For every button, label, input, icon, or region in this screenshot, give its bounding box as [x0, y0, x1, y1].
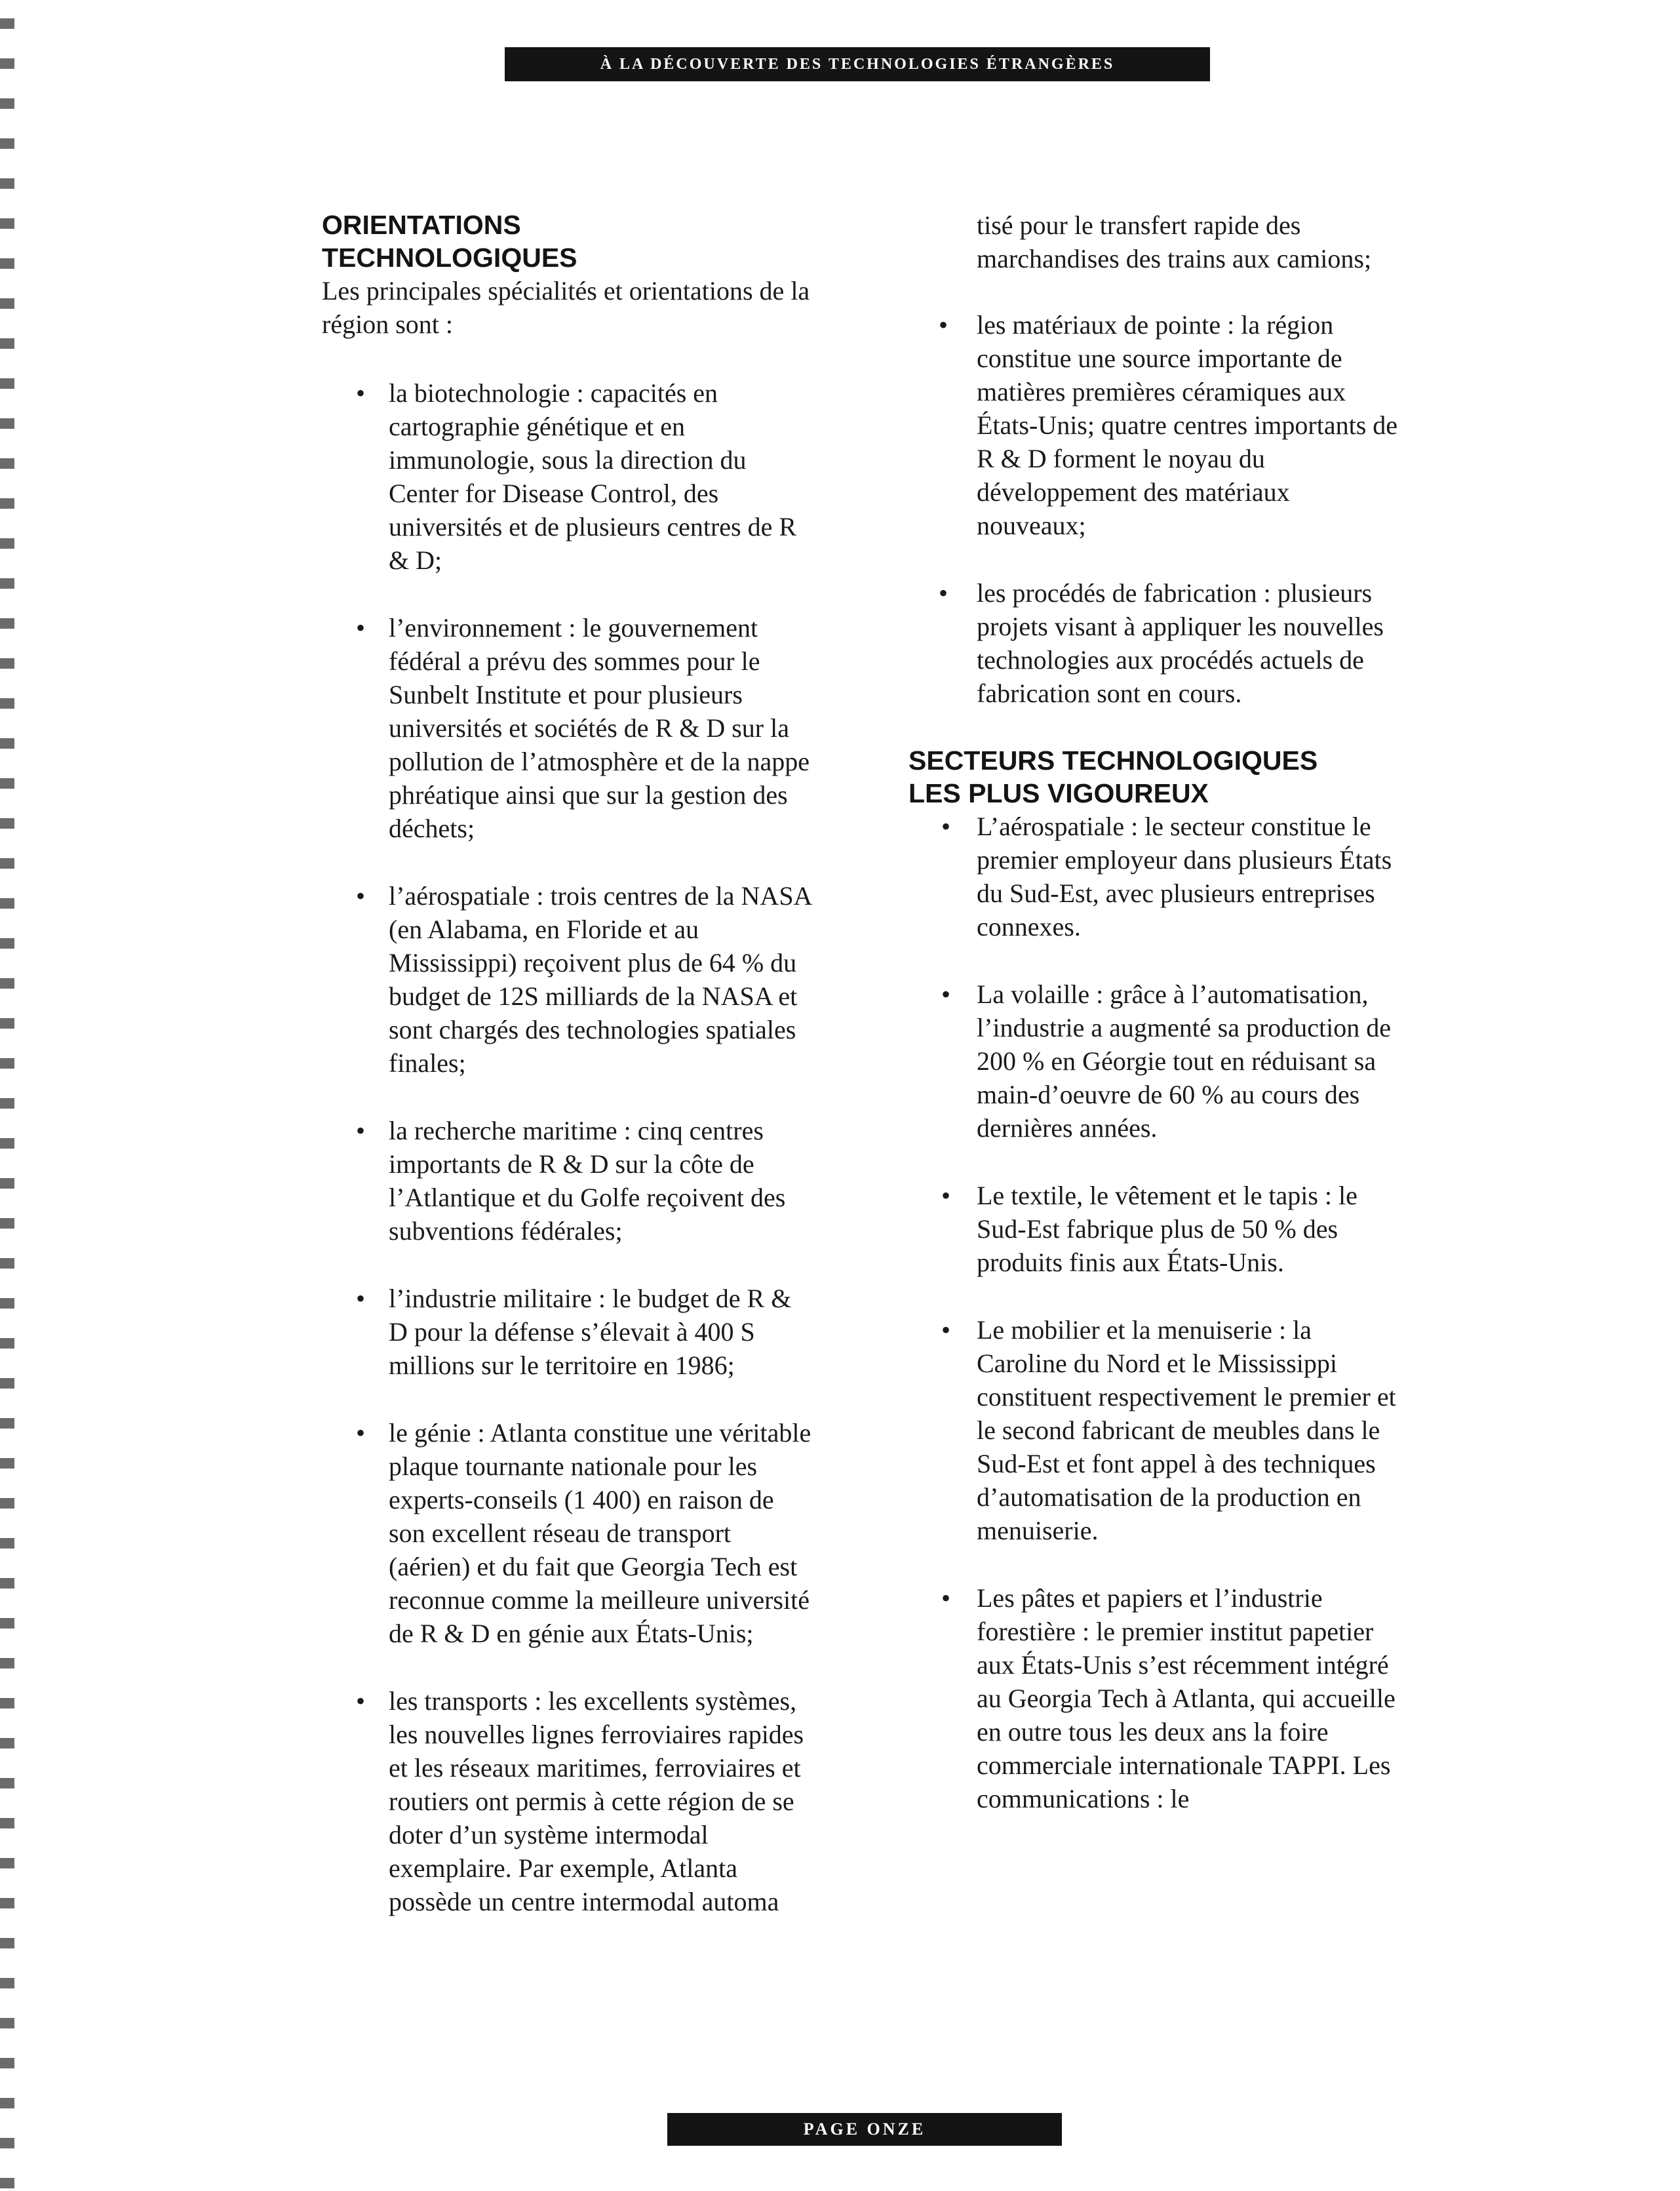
orientations-list-continued [908, 308, 1407, 710]
right-column [908, 208, 1407, 1849]
list-item [322, 376, 815, 577]
list-item [908, 576, 1403, 710]
bullet-icon: • [939, 578, 948, 608]
list-item [322, 1282, 815, 1382]
list-item [908, 1179, 1403, 1279]
list-item-text: la biotechnologie : capacités en cartographie génétique et en immunologie, sous la direction du Center for Disease Control, des universités et de plusieurs centres de R & D; [389, 378, 797, 575]
bullet-icon: • [356, 1418, 366, 1448]
section-heading-orientations [322, 208, 820, 274]
sectors-list [908, 810, 1407, 1815]
heading-line: TECHNOLOGIQUES [322, 243, 577, 273]
bullet-icon: • [941, 1315, 951, 1345]
list-item-text: les transports : les excellents systèmes, les nouvelles lignes ferroviaires rapides et les réseaux maritimes, ferroviaires et routiers ont permis à cette région de se doter d’un système intermodal exemplaire. Par exemple, Atlanta possède un centre intermodal automa [389, 1686, 804, 1916]
bullet-icon: • [356, 1686, 366, 1716]
page-number-label: PAGE ONZE [803, 2120, 926, 2139]
bullet-icon: • [356, 613, 366, 642]
list-item [322, 611, 815, 845]
list-item [322, 1114, 815, 1248]
list-item-text: le génie : Atlanta constitue une véritable plaque tournante nationale pour les experts-conseils (1 400) en raison de son excellent réseau de transport (aérien) et du fait que Georgia Tech est reconnue comme la meilleure université de R & D en génie aux États-Unis; [389, 1418, 811, 1648]
scan-edge-artifact [0, 0, 14, 2191]
sectors-section [908, 744, 1407, 1815]
header-title: À LA DÉCOUVERTE DES TECHNOLOGIES ÉTRANGÈRES [600, 55, 1115, 73]
orientations-list [322, 376, 820, 1918]
list-item [322, 879, 815, 1080]
list-item-text: l’environnement : le gouvernement fédéral a prévu des sommes pour le Sunbelt Institute et pour plusieurs universités et sociétés de R & D sur la pollution de l’atmosphère et de la nappe phréatique ainsi que sur la gestion des déchets; [389, 613, 810, 843]
heading-line: LES PLUS VIGOUREUX [908, 778, 1209, 808]
heading-line: SECTEURS TECHNOLOGIQUES [908, 745, 1318, 776]
list-item-text: Les pâtes et papiers et l’industrie forestière : le premier institut papetier aux États-Unis s’est récemment intégré au Georgia Tech à Atlanta, qui accueille en outre tous les deux ans la foire commerciale internationale TAPPI. Les communications : le [977, 1583, 1396, 1813]
list-item [908, 1581, 1403, 1815]
list-item-text: les matériaux de pointe : la région constitue une source importante de matières premières céramiques aux États-Unis; quatre centres importants de R & D forment le noyau du développement des matériaux nouveaux; [977, 310, 1398, 540]
left-column [322, 208, 820, 1952]
list-item-text: Le textile, le vêtement et le tapis : le Sud-Est fabrique plus de 50 % des produits finis aux États-Unis. [977, 1181, 1358, 1277]
bullet-icon: • [941, 979, 951, 1009]
bullet-icon: • [356, 881, 366, 911]
bullet-icon: • [356, 1284, 366, 1313]
list-item [908, 977, 1403, 1145]
list-item [908, 810, 1403, 943]
list-item [322, 1684, 815, 1918]
bullet-icon: • [356, 378, 366, 408]
list-item [322, 1416, 815, 1650]
list-item-text: L’aérospatiale : le secteur constitue le premier employeur dans plusieurs États du Sud-Est, avec plusieurs entreprises connexes. [977, 812, 1392, 941]
list-item-text: l’aérospatiale : trois centres de la NASA (en Alabama, en Floride et au Mississippi) reçoivent plus de 64 % du budget de 12S milliards de la NASA et sont chargés des technologies spatiales finales; [389, 881, 811, 1078]
bullet-icon: • [939, 310, 948, 340]
list-item [908, 1313, 1403, 1547]
list-item-text: La volaille : grâce à l’automatisation, l’industrie a augmenté sa production de 200 % en Géorgie tout en réduisant sa main-d’oeuvre de 60 % au cours des dernières années. [977, 979, 1392, 1143]
list-item-text: Le mobilier et la menuiserie : la Caroline du Nord et le Mississippi constituent respectivement le premier et le second fabricant de meubles dans le Sud-Est et font appel à des techniques d’automatisation de la production en menuiserie. [977, 1315, 1396, 1545]
footer-banner [667, 2113, 1062, 2146]
bullet-icon: • [941, 1181, 951, 1210]
heading-line: ORIENTATIONS [322, 210, 521, 240]
list-item-text: la recherche maritime : cinq centres importants de R & D sur la côte de l’Atlantique et du Golfe reçoivent des subventions fédérales; [389, 1116, 786, 1246]
bullet-icon: • [941, 812, 951, 841]
list-item [908, 308, 1403, 542]
bullet-icon: • [941, 1583, 951, 1613]
section-heading-secteurs [908, 744, 1407, 810]
bullet-icon: • [356, 1116, 366, 1145]
header-banner [505, 47, 1210, 81]
list-item-text: l’industrie militaire : le budget de R & D pour la défense s’élevait à 400 S millions sur le territoire en 1986; [389, 1284, 792, 1380]
list-item-text: les procédés de fabrication : plusieurs projets visant à appliquer les nouvelles technologies aux procédés actuels de fabrication sont en cours. [977, 578, 1384, 708]
continuation-paragraph: tisé pour le transfert rapide des marchandises des trains aux camions; [977, 210, 1372, 273]
intro-paragraph: Les principales spécialités et orientations de la région sont : [322, 276, 810, 339]
